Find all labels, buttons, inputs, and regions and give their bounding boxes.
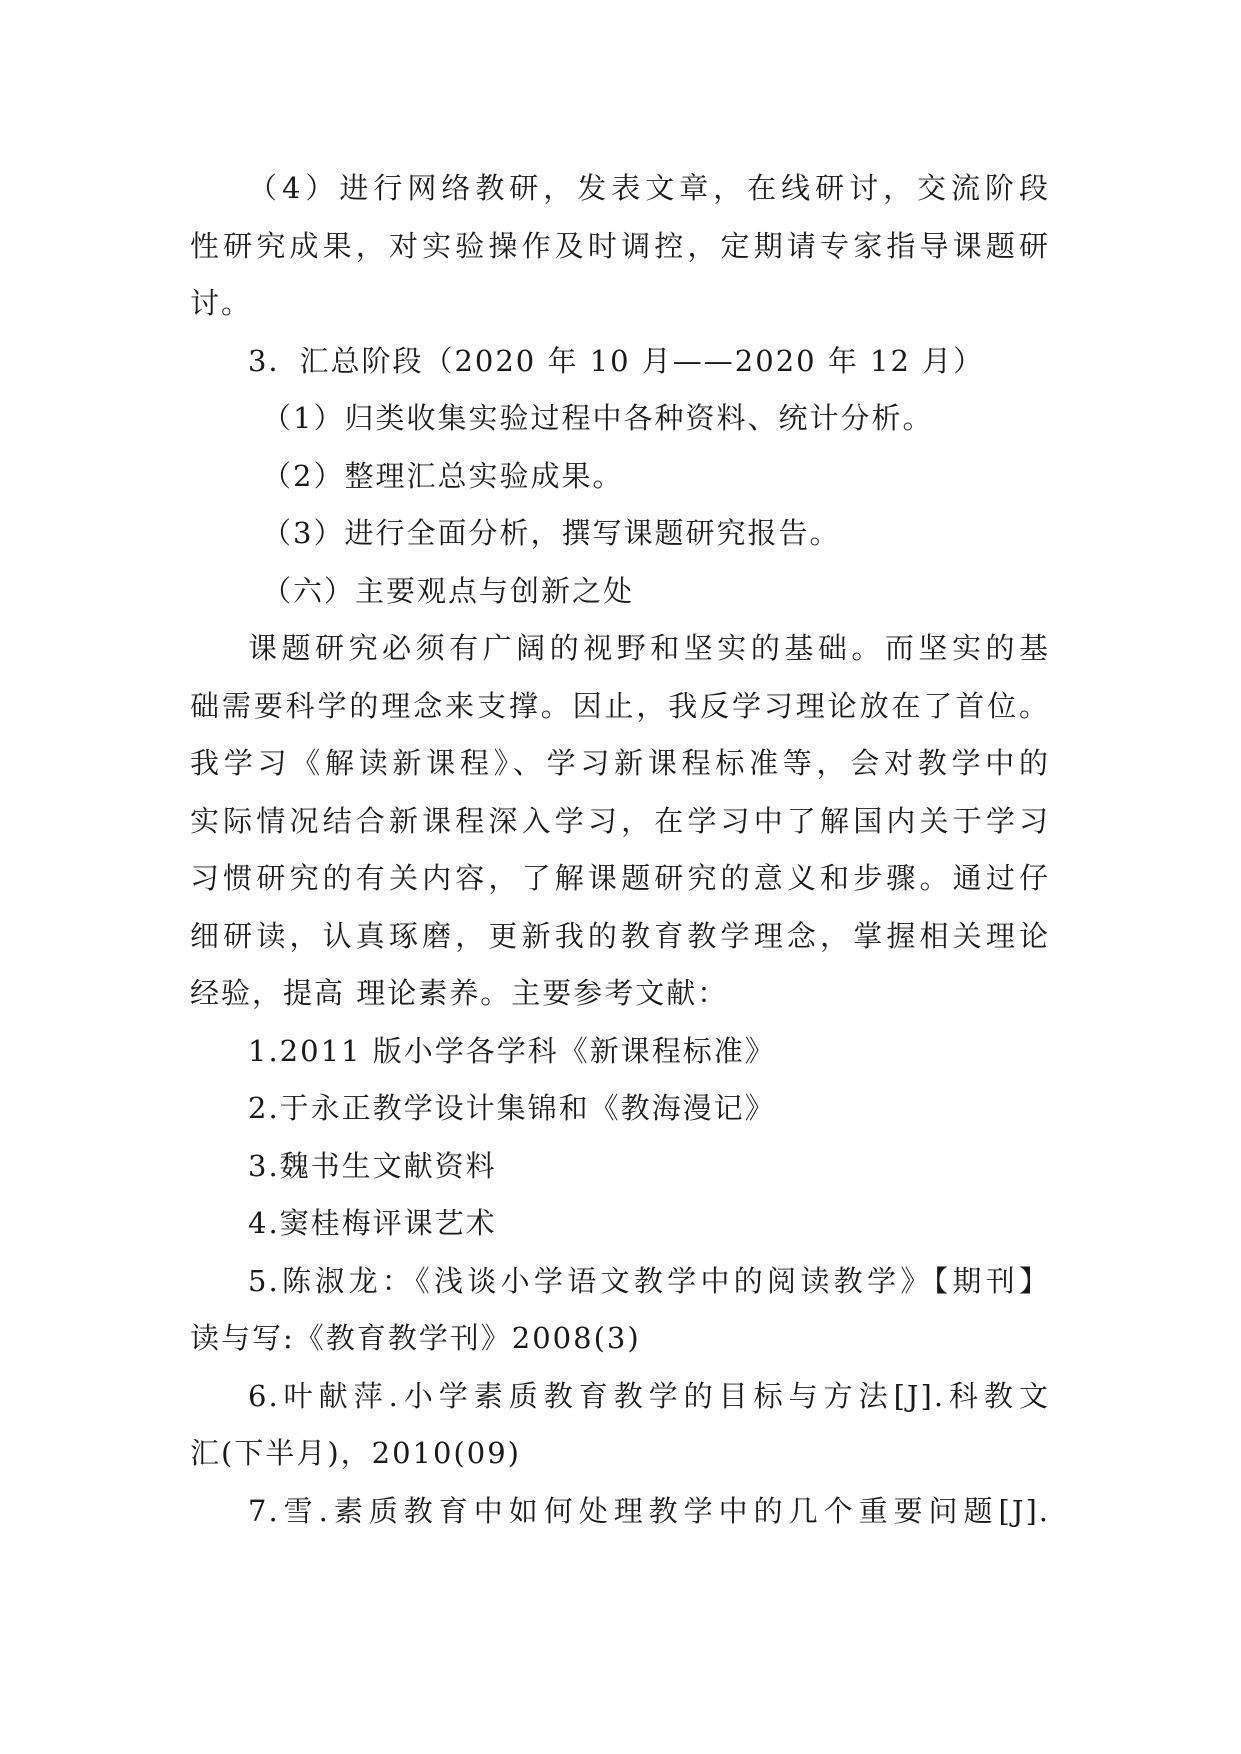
list-item: （1）归类收集实验过程中各种资料、统计分析。	[262, 401, 934, 435]
document-body	[190, 160, 1050, 1540]
list-item: （2）整理汇总实验成果。	[262, 458, 624, 493]
reference-item: 7.雪.素质教育中如何处理教学中的几个重要问题[J].	[248, 1493, 1050, 1528]
list-item: （3）进行全面分析，撰写课题研究报告。	[262, 516, 841, 550]
reference-item: 3.魏书生文献资料	[248, 1148, 497, 1183]
reference-item: 4.窦桂梅评课艺术	[248, 1206, 497, 1240]
text-line: 经验，提高 理论素养。主要参考文献：	[190, 976, 729, 1010]
text-line: 课题研究必须有广阔的视野和坚实的基础。而坚实的基	[248, 631, 1050, 665]
text-line: 我学习《解读新课程》、学习新课程标准等，会对教学中的	[190, 746, 1050, 780]
reference-item-continued: 读与写:《教育教学刊》2008(3)	[190, 1321, 641, 1355]
text-line: 细研读，认真琢磨，更新我的教育教学理念，掌握相关理论	[190, 918, 1050, 953]
text-line: 础需要科学的理念来支撑。因止，我反学习理论放在了首位。	[190, 688, 1050, 723]
text-line: 实际情况结合新课程深入学习，在学习中了解国内关于学习	[190, 803, 1050, 838]
text-line: 性研究成果，对实验操作及时调控，定期请专家指导课题研	[190, 228, 1050, 263]
text-line: 讨。	[190, 286, 253, 320]
reference-item: 2.于永正教学设计集锦和《教海漫记》	[248, 1091, 776, 1125]
reference-item: 6.叶献萍.小学素质教育教学的目标与方法[J].科教文	[248, 1378, 1050, 1413]
reference-item: 1.2011 版小学各学科《新课程标准》	[248, 1033, 776, 1068]
section-heading: 3．汇总阶段（2020 年 10 月——2020 年 12 月）	[248, 343, 985, 378]
reference-item-continued: 汇(下半月)，2010(09)	[190, 1436, 521, 1470]
reference-item: 5.陈淑龙：《浅谈小学语文教学中的阅读教学》【期刊】	[248, 1263, 1050, 1298]
section-heading: （六）主要观点与创新之处	[262, 573, 635, 608]
text-line: （4）进行网络教研，发表文章，在线研讨，交流阶段	[248, 171, 1050, 205]
text-line: 习惯研究的有关内容，了解课题研究的意义和步骤。通过仔	[190, 861, 1050, 895]
